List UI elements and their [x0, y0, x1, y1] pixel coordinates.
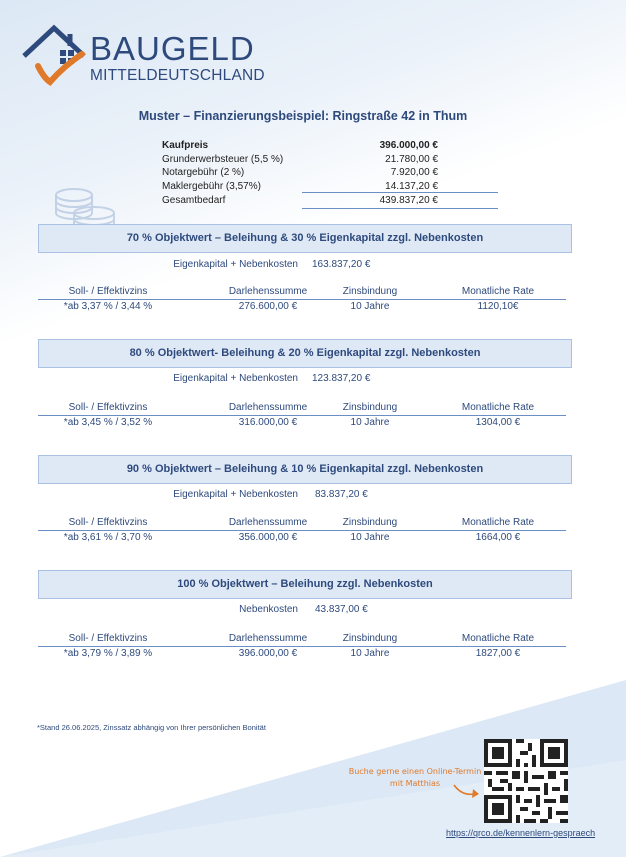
- cell-darlehen: 276.600,00 €: [238, 301, 298, 312]
- cost-value: 439.837,20 €: [379, 195, 438, 206]
- col-header-darlehen: Darlehenssumme: [228, 633, 308, 644]
- col-header-zinsbindung: Zinsbindung: [342, 633, 398, 644]
- cost-label: Grunderwerbsteuer (5,5 %): [162, 153, 284, 165]
- col-header-darlehen: Darlehenssumme: [228, 517, 308, 528]
- cost-label: Gesamtbedarf: [162, 195, 226, 206]
- col-header-rate: Monatliche Rate: [461, 402, 535, 413]
- col-header-zins: Soll- / Effektivzins: [68, 286, 148, 297]
- table-header: [38, 402, 566, 416]
- scenario-heading-100: 100 % Objektwert – Beleihung zzgl. Nebenkosten: [38, 570, 572, 599]
- cost-value: 14.137,20 €: [385, 180, 438, 192]
- equity-label: Nebenkosten: [239, 604, 298, 615]
- cta-line-2: mit Matthias: [389, 779, 441, 788]
- cost-row-kaufpreis: [162, 139, 500, 153]
- equity-label: Eigenkapital + Nebenkosten: [173, 373, 298, 384]
- document-title: Muster – Finanzierungsbeispiel: Ringstraße 42 in Thum: [138, 109, 468, 123]
- col-header-rate: Monatliche Rate: [461, 286, 535, 297]
- cost-label: Maklergebühr (3,57%): [162, 180, 261, 192]
- col-header-darlehen: Darlehenssumme: [228, 286, 308, 297]
- cost-label: Kaufpreis: [162, 140, 209, 151]
- cost-label: Notargebühr (2 %): [162, 167, 245, 178]
- col-header-zins: Soll- / Effektivzins: [68, 402, 148, 413]
- col-header-rate: Monatliche Rate: [461, 633, 535, 644]
- cost-row-gesamtbedarf: [162, 194, 500, 208]
- equity-value: 163.837,20 €: [312, 259, 371, 270]
- cell-rate: 1304,00 €: [475, 417, 521, 428]
- col-header-rate: Monatliche Rate: [461, 517, 535, 528]
- equity-value: 123.837,20 €: [312, 373, 371, 384]
- cell-darlehen: 356.000,00 €: [238, 532, 298, 543]
- cell-darlehen: 316.000,00 €: [238, 417, 298, 428]
- cell-rate: 1827,00 €: [475, 648, 521, 659]
- col-header-darlehen: Darlehenssumme: [228, 402, 308, 413]
- col-header-zinsbindung: Zinsbindung: [342, 517, 398, 528]
- equity-value: 83.837,20 €: [315, 489, 368, 500]
- cell-zins: *ab 3,79 % / 3,89 %: [63, 648, 153, 659]
- col-header-zins: Soll- / Effektivzins: [68, 517, 148, 528]
- table-header: [38, 286, 566, 300]
- cell-zinsbindung: 10 Jahre: [350, 417, 390, 428]
- equity-value: 43.837,00 €: [315, 604, 368, 615]
- table-header: [38, 517, 566, 531]
- brand-logo: [20, 20, 280, 92]
- col-header-zinsbindung: Zinsbindung: [342, 286, 398, 297]
- cell-zins: *ab 3,37 % / 3,44 %: [63, 301, 153, 312]
- qr-code-icon[interactable]: [484, 739, 568, 823]
- col-header-zinsbindung: Zinsbindung: [342, 402, 398, 413]
- cta-line-1: Buche gerne einen Online-Termin: [348, 767, 482, 776]
- cost-value: 396.000,00 €: [379, 140, 438, 151]
- cell-rate: 1664,00 €: [475, 532, 521, 543]
- cost-row-maklergebuehr: [162, 180, 500, 194]
- scenario-heading-90: 90 % Objektwert – Beleihung & 10 % Eigenkapital zzgl. Nebenkosten: [38, 455, 572, 484]
- brand-name: BAUGELD: [90, 30, 255, 67]
- cost-breakdown: [162, 139, 500, 208]
- cell-zins: *ab 3,45 % / 3,52 %: [63, 417, 153, 428]
- brand-subtitle: MITTELDEUTSCHLAND: [90, 67, 265, 84]
- cell-zinsbindung: 10 Jahre: [350, 648, 390, 659]
- cost-value: 21.780,00 €: [385, 153, 438, 165]
- cost-row-notargebuehr: [162, 166, 500, 180]
- cost-value: 7.920,00 €: [390, 167, 438, 178]
- booking-link[interactable]: https://qrco.de/kennenlern-gespraech: [446, 828, 596, 838]
- equity-label: Eigenkapital + Nebenkosten: [173, 489, 298, 500]
- cell-rate: 1120,10€: [477, 301, 519, 312]
- house-check-icon: [20, 20, 90, 92]
- arrow-right-icon: [452, 782, 480, 800]
- cell-darlehen: 396.000,00 €: [238, 648, 298, 659]
- scenario-heading-70: 70 % Objektwert – Beleihung & 30 % Eigenkapital zzgl. Nebenkosten: [38, 224, 572, 253]
- scenario-heading-80: 80 % Objektwert- Beleihung & 20 % Eigenkapital zzgl. Nebenkosten: [38, 339, 572, 368]
- equity-label: Eigenkapital + Nebenkosten: [173, 259, 298, 270]
- cell-zinsbindung: 10 Jahre: [350, 301, 390, 312]
- divider: [302, 192, 498, 193]
- col-header-zins: Soll- / Effektivzins: [68, 633, 148, 644]
- cell-zinsbindung: 10 Jahre: [350, 532, 390, 543]
- table-header: [38, 633, 566, 647]
- footnote: *Stand 26.06.2025, Zinssatz abhängig von Ihrer persönlichen Bonität: [37, 723, 266, 732]
- cell-zins: *ab 3,61 % / 3,70 %: [63, 532, 153, 543]
- cost-row-grunderwerbsteuer: [162, 153, 500, 167]
- divider: [302, 208, 498, 209]
